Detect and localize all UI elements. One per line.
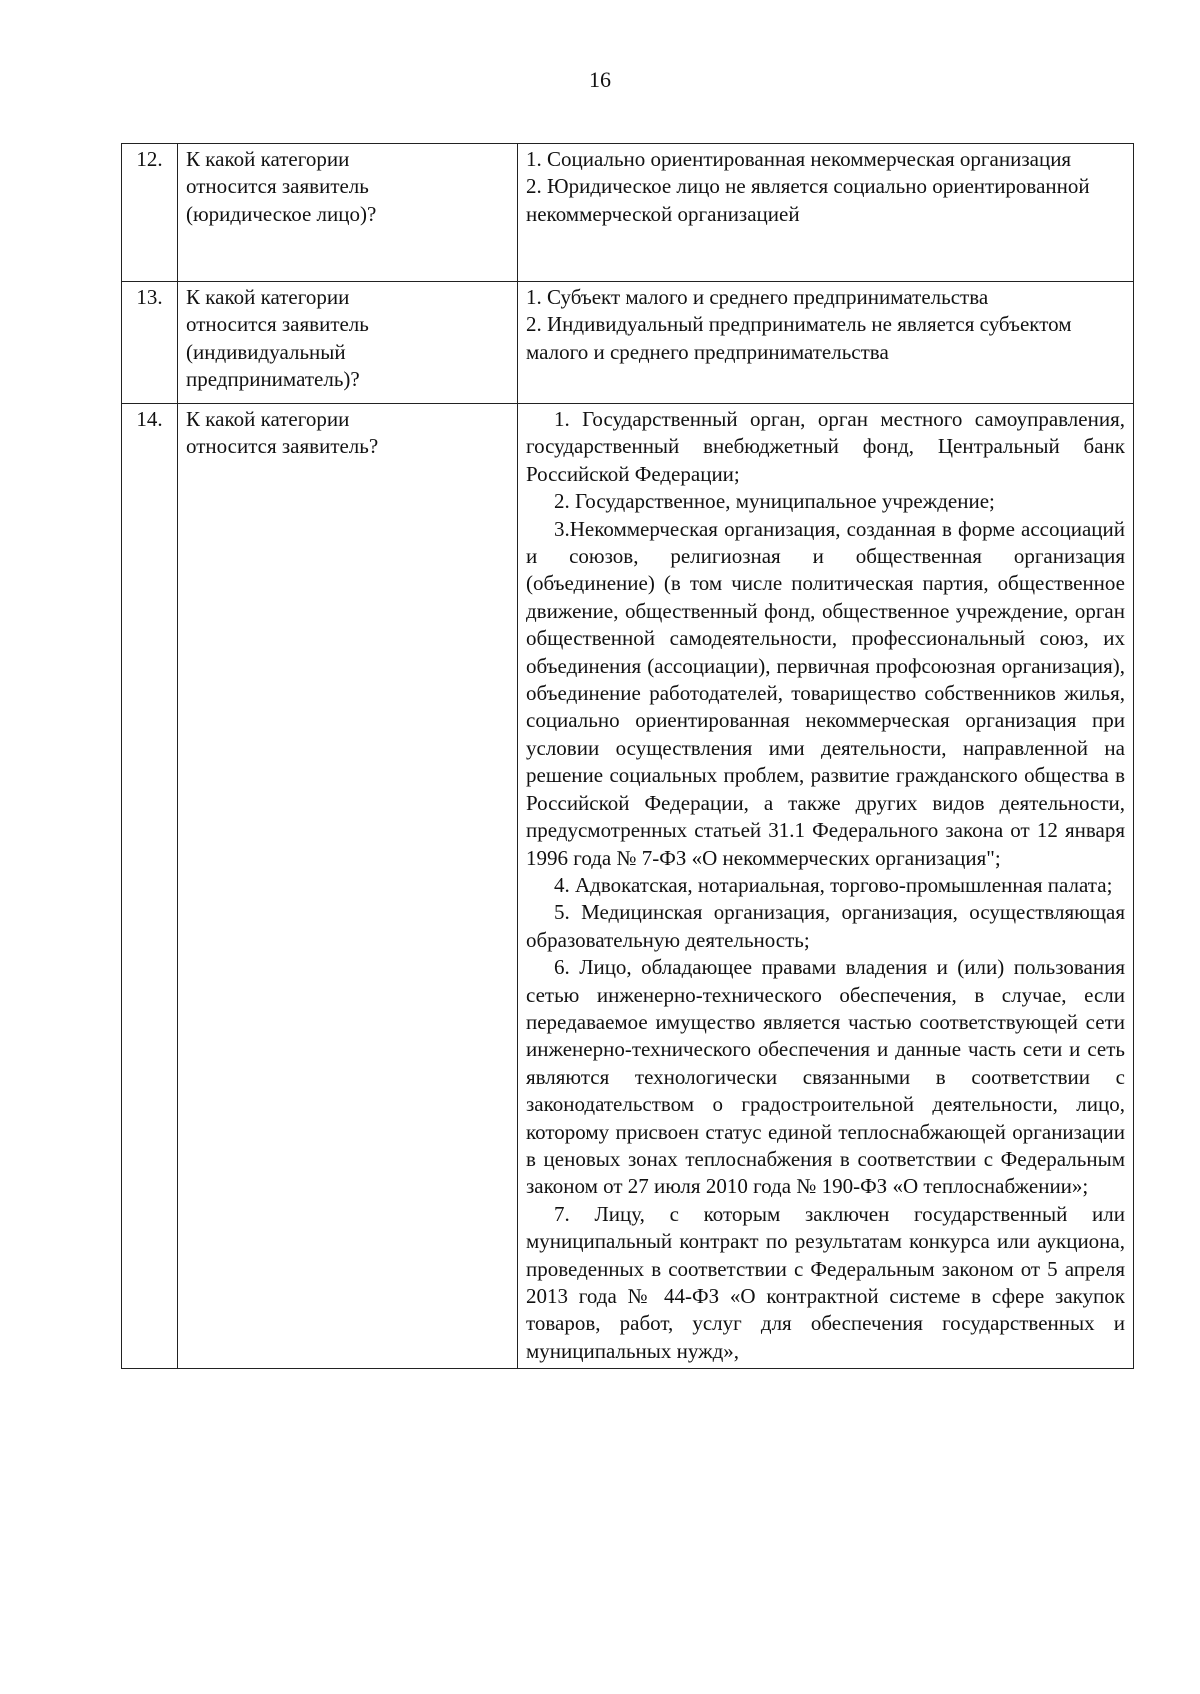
answer-option: 7. Лицу, с которым заключен государственный или муниципальный контракт по результатам конкурса или аукциона, проведенных в соответствии с Федеральным законом от 5 апреля 2013 года № 44-ФЗ «О контрактной системе в сфере закупок товаров, работ, услуг для обеспечения государственных и муниципальных нужд», bbox=[526, 1201, 1125, 1363]
answer-option: 5. Медицинская организация, организация, осуществляющая образовательную деятельность; bbox=[526, 900, 1125, 952]
answer-option: 2. Юридическое лицо не является социально ориентированной некоммерческой организацией bbox=[526, 174, 1090, 226]
answer-option: 1. Социально ориентированная некоммерческая организация bbox=[526, 147, 1072, 171]
answer-option: 4. Адвокатская, нотариальная, торгово-промышленная палата; bbox=[554, 872, 1113, 897]
answer-option: 2. Индивидуальный предприниматель не является субъектом малого и среднего предпринимательства bbox=[526, 312, 1072, 364]
question-line: предприниматель)? bbox=[186, 367, 360, 392]
row-number: 14. bbox=[122, 404, 178, 1369]
question-line: (юридическое лицо)? bbox=[186, 201, 377, 226]
answer-option: 3.Некоммерческая организация, созданная в форме ассоциаций и союзов, религиозная и общественная организация (объединение) (в том числе политическая партия, общественное движение, общественный фонд, общественное учреждение, орган общественной самодеятельности, профессиональный союз, их объединения (ассоциации), первичная профсоюзная организация), объединение работодателей, товарищество собственников жилья, социально ориентированная некоммерческая организация при условии осуществления ими деятельности, направленной на решение социальных проблем, развитие гражданского общества в Российской Федерации, а также других видов деятельности, предусмотренных статьей 31.1 Федерального закона от 12 января 1996 года № 7-ФЗ «О некоммерческих организация"; bbox=[526, 516, 1125, 870]
question-line: относится заявитель? bbox=[186, 434, 379, 459]
question-cell bbox=[178, 144, 518, 282]
table-row bbox=[122, 144, 1134, 282]
table-row bbox=[122, 404, 1134, 1369]
question-line: (индивидуальный bbox=[186, 339, 346, 364]
answer-option: 1. Государственный орган, орган местного самоуправления, государственный внебюджетный фонд, Центральный банк Российской Федерации; bbox=[526, 407, 1125, 486]
question-cell bbox=[178, 282, 518, 404]
category-questions-table bbox=[121, 143, 1134, 1369]
answer-cell bbox=[518, 282, 1134, 404]
question-line: К какой категории bbox=[186, 285, 350, 309]
answer-option: 6. Лицо, обладающее правами владения и (или) пользования сетью инженерно-технического обеспечения, в случае, если передаваемое имущество является частью соответствующей сети инженерно-технического обеспечения и данные часть сети и сеть являются технологически связанными в соответствии с законодательством о градостроительной деятельности, лицо, которому присвоен статус единой теплоснабжающей организации в ценовых зонах теплоснабжения в соответствии с Федеральным законом от 27 июля 2010 года № 190-ФЗ «О теплоснабжении»; bbox=[526, 955, 1125, 1199]
answer-option: 1. Субъект малого и среднего предпринимательства bbox=[526, 285, 989, 309]
question-line: относится заявитель bbox=[186, 312, 369, 337]
answer-cell bbox=[518, 144, 1134, 282]
question-cell bbox=[178, 404, 518, 1369]
row-number: 13. bbox=[122, 282, 178, 404]
answer-cell bbox=[518, 404, 1134, 1369]
question-line: К какой категории bbox=[186, 407, 350, 431]
question-line: относится заявитель bbox=[186, 174, 369, 199]
question-line: К какой категории bbox=[186, 147, 350, 171]
table-row bbox=[122, 282, 1134, 404]
answer-option: 2. Государственное, муниципальное учреждение; bbox=[554, 489, 995, 514]
page-number: 16 bbox=[589, 67, 611, 92]
row-number: 12. bbox=[122, 144, 178, 282]
